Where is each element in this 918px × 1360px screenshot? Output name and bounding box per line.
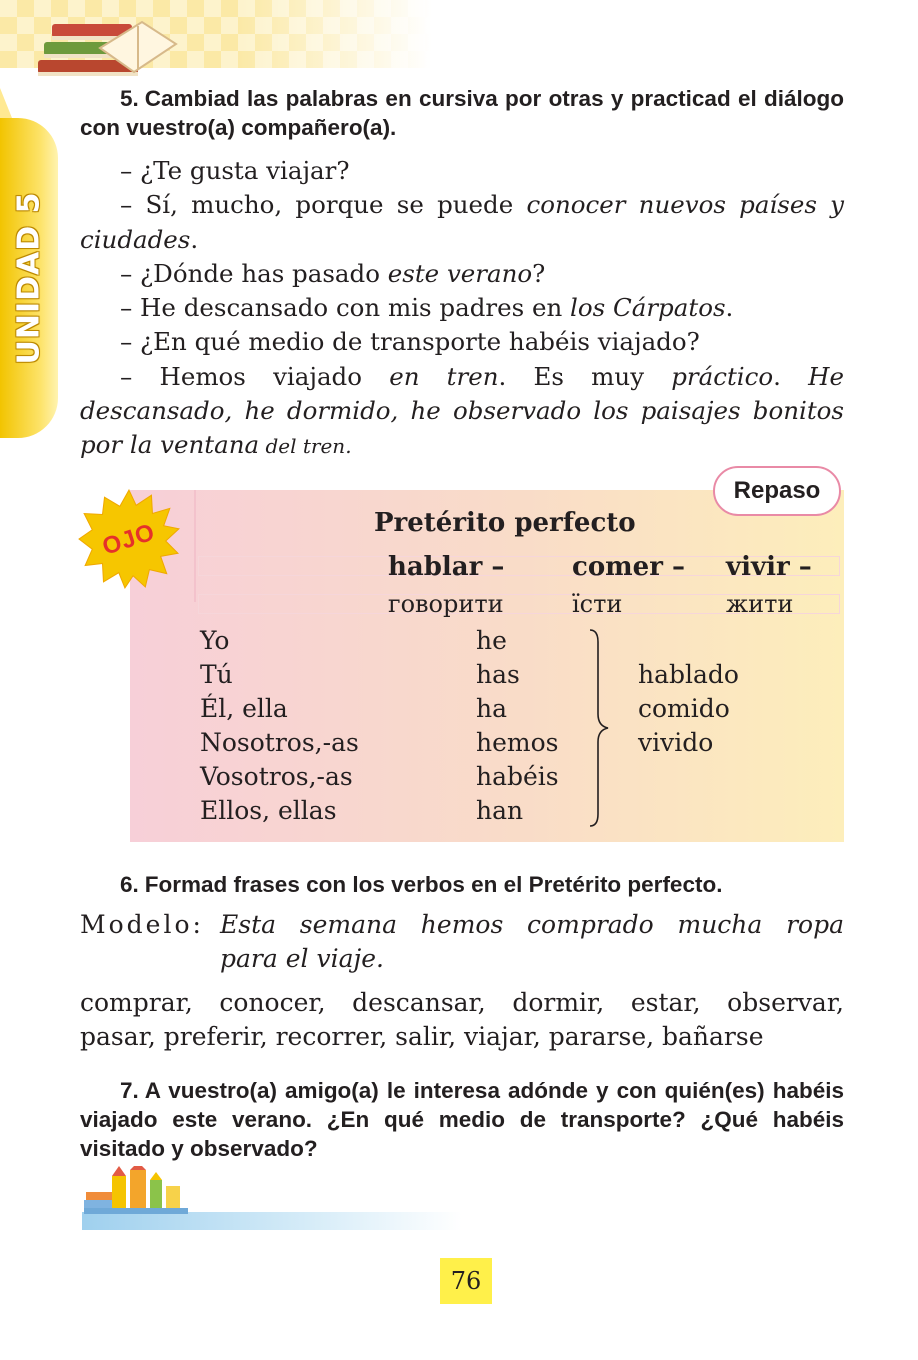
dialog bbox=[80, 154, 844, 464]
verb-list: pasar, preferir, recorrer, salir, viajar, pararse, bañarse bbox=[80, 1022, 764, 1051]
unit-label: UNIDAD 5 bbox=[11, 191, 47, 365]
participle: vivido bbox=[638, 728, 714, 757]
participle: comido bbox=[638, 694, 730, 723]
verb-translation: жити bbox=[726, 590, 794, 618]
participle: hablado bbox=[638, 660, 739, 689]
divider bbox=[194, 490, 196, 602]
verb-header: hablar – bbox=[388, 552, 505, 582]
auxiliary-verb: he bbox=[476, 626, 507, 655]
dialog-line: – ¿Te gusta viajar? bbox=[120, 156, 350, 185]
auxiliary-verb: han bbox=[476, 796, 524, 825]
pronoun: Vosotros,-as bbox=[200, 762, 353, 791]
task-text: Cambiad las palabras en cursiva por otras y practicad el diálogo con vuestro(a) compañero(a). bbox=[80, 86, 844, 140]
verb-translation: говорити bbox=[388, 590, 504, 618]
grammar-title: Pretérito perfecto bbox=[374, 508, 636, 538]
dialog-line: – He descansado con mis padres en los Cárpatos. bbox=[120, 293, 734, 323]
task-number: 6. bbox=[120, 872, 139, 897]
pronoun: Ellos, ellas bbox=[200, 796, 337, 825]
model-label: Modelo: bbox=[80, 910, 204, 939]
brace-icon bbox=[588, 628, 612, 828]
pronoun: Nosotros,-as bbox=[200, 728, 359, 757]
auxiliary-verb: has bbox=[476, 660, 520, 689]
task-7-instruction bbox=[80, 1076, 844, 1163]
verb-header: vivir – bbox=[726, 552, 812, 582]
auxiliary-verb: ha bbox=[476, 694, 508, 723]
task-number: 5. bbox=[120, 86, 139, 111]
dialog-line: – Sí, mucho, porque se puede conocer nuevos países y ciudades. bbox=[80, 190, 844, 254]
model-sentence: Esta semana hemos comprado mucha ropa bbox=[220, 910, 844, 939]
pronoun: Tú bbox=[200, 660, 233, 689]
task-5-instruction bbox=[80, 84, 844, 142]
auxiliary-verb: habéis bbox=[476, 762, 559, 791]
books-icon bbox=[30, 4, 180, 80]
ojo-label: OJO bbox=[99, 518, 159, 561]
verb-list: comprar, conocer, descansar, dormir, estar, observar, bbox=[80, 988, 844, 1017]
page-number: 76 bbox=[440, 1258, 492, 1304]
task-6-instruction bbox=[80, 870, 844, 899]
auxiliary-verb: hemos bbox=[476, 728, 559, 757]
school-supplies-icon bbox=[82, 1166, 192, 1216]
task-text: Formad frases con los verbos en el Pretérito perfecto. bbox=[144, 872, 723, 897]
dialog-line: – ¿En qué medio de transporte habéis viajado? bbox=[120, 327, 700, 357]
repaso-badge: Repaso bbox=[713, 466, 841, 516]
task-text: A vuestro(a) amigo(a) le interesa adónde y con quién(es) habéis viajado este verano. ¿En qué medio de transporte? ¿Qué habéis visitado y observado? bbox=[80, 1078, 844, 1161]
verb-translation: їсти bbox=[572, 590, 623, 618]
model-sentence: para el viaje. bbox=[220, 944, 384, 973]
dialog-line: – Hemos viajado en tren. Es muy práctico. He descansado, he dormido, he observado los paisajes bonitos por la ventana del tren. bbox=[80, 361, 844, 460]
pronoun: Yo bbox=[200, 626, 230, 655]
dialog-line: – ¿Dónde has pasado este verano? bbox=[120, 258, 546, 288]
task-number: 7. bbox=[120, 1078, 139, 1103]
verb-header: comer – bbox=[572, 552, 685, 582]
pronoun: Él, ella bbox=[200, 694, 288, 723]
